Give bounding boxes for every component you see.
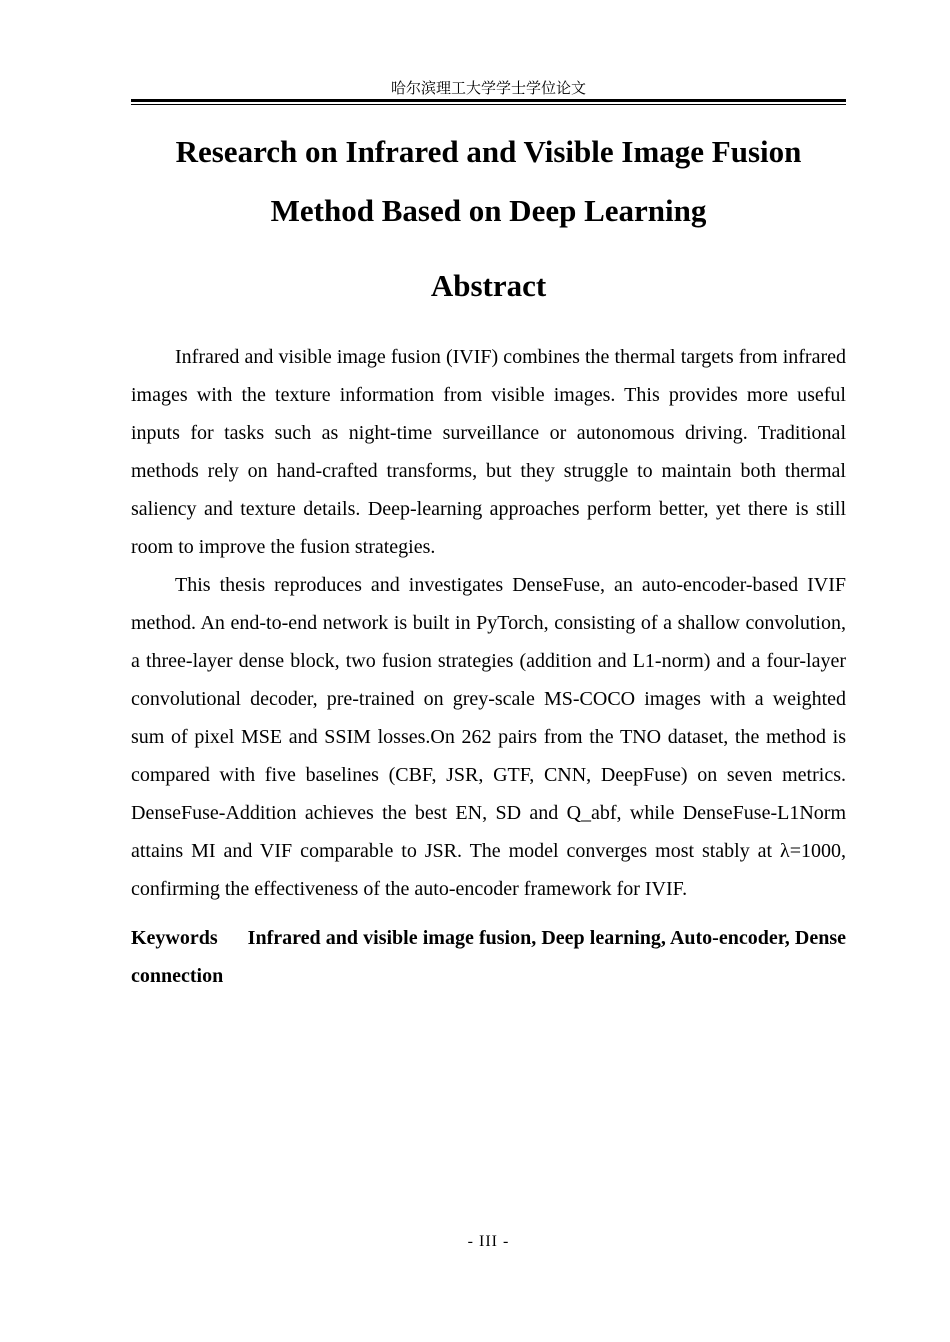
page-number: - III - [467, 1233, 510, 1250]
keywords-block [131, 919, 846, 995]
abstract-paragraph-2: This thesis reproduces and investigates DenseFuse, an auto-encoder-based IVIF method. An end-to-end network is built in PyTorch, consisting of a shallow convolution, a three-layer dense block, two fusion strategies (addition and L1-norm) and a four-layer convolutional decoder, pre-trained on grey-scale MS-COCO images with a weighted sum of pixel MSE and SSIM losses.On 262 pairs from the TNO dataset, the method is compared with five baselines (CBF, JSR, GTF, CNN, DeepFuse) on seven metrics. DenseFuse-Addition achieves the best EN, SD and Q_abf, while DenseFuse-L1Norm attains MI and VIF comparable to JSR. The model converges most stably at λ=1000, confirming the effectiveness of the auto-encoder framework for IVIF. [131, 574, 846, 900]
header-rule-thick [131, 99, 846, 102]
keywords-label: Keywords [131, 927, 218, 949]
abstract-body [131, 338, 846, 995]
thesis-title-line-2: Method Based on Deep Learning [270, 193, 707, 228]
keywords-text: Infrared and visible image fusion, Deep learning, Auto-encoder, Dense connection [131, 927, 846, 987]
abstract-paragraph-1: Infrared and visible image fusion (IVIF) combines the thermal targets from infrared images with the texture information from visible images. This provides more useful inputs for tasks such as night-time surveillance or autonomous driving. Traditional methods rely on hand-crafted transforms, but they struggle to maintain both thermal saliency and texture details. Deep-learning approaches perform better, yet there is still room to improve the fusion strategies. [131, 346, 846, 558]
header-rule-thin [131, 104, 846, 105]
abstract-heading: Abstract [430, 268, 547, 303]
running-header: 哈尔滨理工大学学士学位论文 [390, 79, 586, 97]
thesis-title [131, 122, 846, 240]
thesis-title-line-1: Research on Infrared and Visible Image Fusion [175, 134, 802, 169]
